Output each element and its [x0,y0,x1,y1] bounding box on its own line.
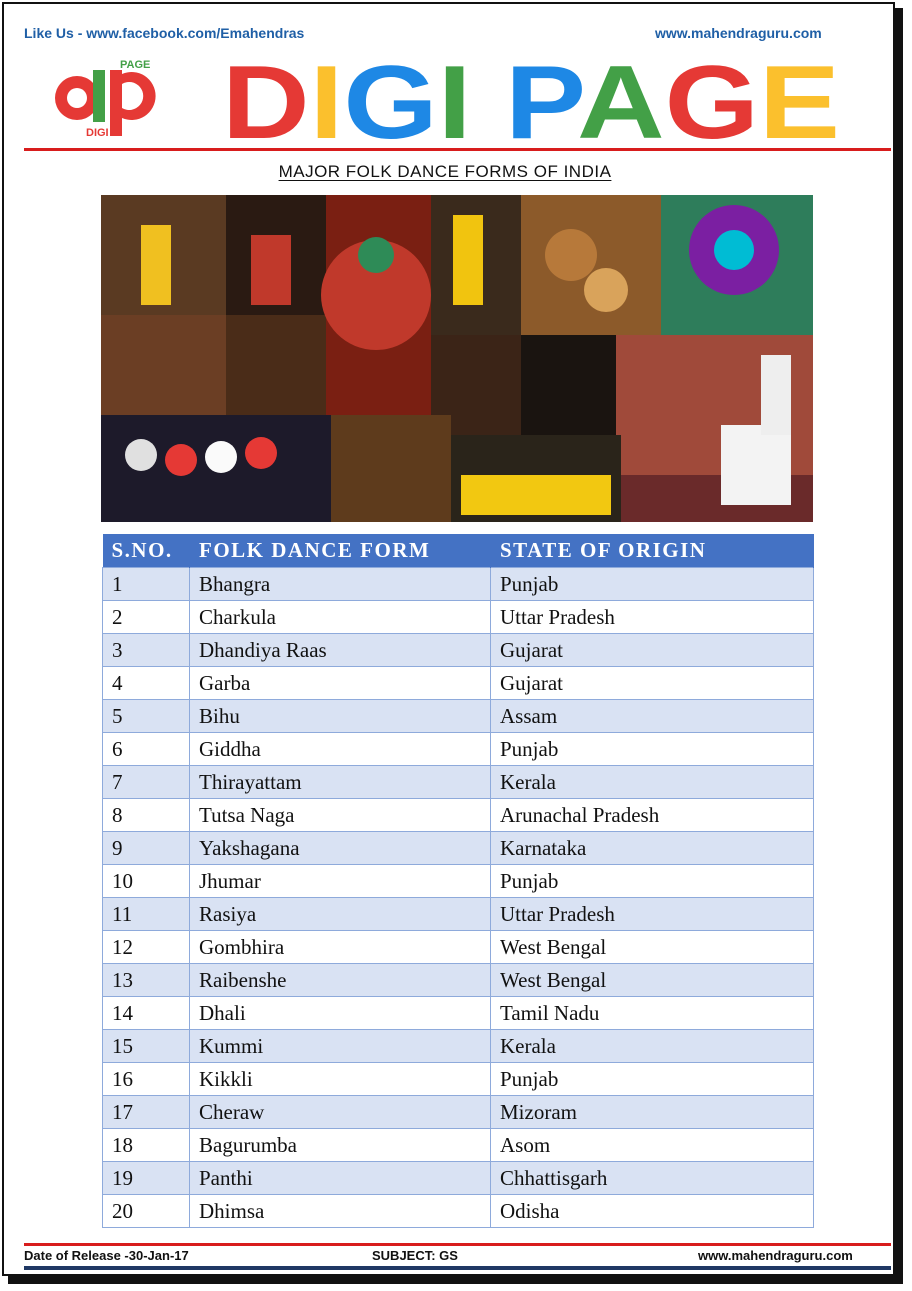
cell-state: West Bengal [491,964,814,997]
cell-sno: 20 [103,1195,190,1228]
cell-state: Uttar Pradesh [491,898,814,931]
table-row [103,964,814,997]
banner-letter: P [505,58,567,142]
table-row [103,634,814,667]
cell-sno: 1 [103,568,190,601]
table-row [103,931,814,964]
table-row [103,667,814,700]
cell-sno: 19 [103,1162,190,1195]
cell-dance-form: Tutsa Naga [190,799,491,832]
cell-state: West Bengal [491,931,814,964]
website-link-bottom[interactable]: www.mahendraguru.com [698,1248,853,1263]
cell-sno: 18 [103,1129,190,1162]
banner-letter: A [577,58,653,142]
cell-state: Assam [491,700,814,733]
cell-sno: 5 [103,700,190,733]
banner-letter: I [437,58,467,142]
table-row [103,832,814,865]
cell-dance-form: Dhimsa [190,1195,491,1228]
cell-sno: 2 [103,601,190,634]
table-row [103,799,814,832]
cell-sno: 13 [103,964,190,997]
table-row [103,568,814,601]
page-shadow-bottom [8,1276,903,1284]
cell-dance-form: Bagurumba [190,1129,491,1162]
cell-sno: 16 [103,1063,190,1096]
cell-state: Tamil Nadu [491,997,814,1030]
digi-page-logo [50,56,182,138]
cell-sno: 4 [103,667,190,700]
cell-dance-form: Raibenshe [190,964,491,997]
digi-page-banner [222,58,842,142]
banner-letter: D [222,58,298,142]
table-body [103,568,814,1228]
cell-state: Asom [491,1129,814,1162]
cell-sno: 15 [103,1030,190,1063]
footer-rule-navy [24,1266,891,1270]
cell-state: Kerala [491,1030,814,1063]
logo-text-top: PAGE [120,59,151,71]
table-row [103,865,814,898]
cell-state: Gujarat [491,667,814,700]
cell-state: Punjab [491,1063,814,1096]
cell-dance-form: Thirayattam [190,766,491,799]
table-row [103,601,814,634]
table-row [103,1030,814,1063]
table-row [103,1096,814,1129]
banner-letter: I [309,58,339,142]
page-title-text: MAJOR FOLK DANCE FORMS OF INDIA [278,162,612,181]
cell-sno: 8 [103,799,190,832]
cell-state: Arunachal Pradesh [491,799,814,832]
cell-state: Gujarat [491,634,814,667]
page-title [0,162,890,182]
banner-letter: G [343,58,425,142]
cell-dance-form: Cheraw [190,1096,491,1129]
table-row [103,1195,814,1228]
header-rule [24,148,891,151]
cell-dance-form: Jhumar [190,865,491,898]
footer-rule-red [24,1243,891,1246]
cell-sno: 14 [103,997,190,1030]
table-header-row [103,534,814,568]
cell-dance-form: Dhali [190,997,491,1030]
cell-dance-form: Charkula [190,601,491,634]
banner-letter: E [759,58,829,142]
cell-state: Uttar Pradesh [491,601,814,634]
cell-sno: 12 [103,931,190,964]
page-shadow-right [895,8,903,1283]
cell-state: Chhattisgarh [491,1162,814,1195]
cell-dance-form: Panthi [190,1162,491,1195]
subject-label: SUBJECT: GS [372,1248,458,1263]
header-state: STATE OF ORIGIN [491,534,814,568]
cell-state: Punjab [491,865,814,898]
table-row [103,700,814,733]
release-date: Date of Release -30-Jan-17 [24,1248,189,1263]
cell-state: Kerala [491,766,814,799]
cell-dance-form: Yakshagana [190,832,491,865]
cell-state: Punjab [491,733,814,766]
cell-dance-form: Dhandiya Raas [190,634,491,667]
cell-state: Odisha [491,1195,814,1228]
table-row [103,1129,814,1162]
cell-dance-form: Rasiya [190,898,491,931]
table-row [103,766,814,799]
banner-letter [471,58,505,142]
facebook-link[interactable]: Like Us - www.facebook.com/Emahendras [24,25,305,41]
cell-dance-form: Kikkli [190,1063,491,1096]
cell-sno: 11 [103,898,190,931]
cell-sno: 10 [103,865,190,898]
banner-letter: G [664,58,746,142]
header-dance-form: FOLK DANCE FORM [190,534,491,568]
table-row [103,733,814,766]
cell-state: Karnataka [491,832,814,865]
cell-sno: 17 [103,1096,190,1129]
table-row [103,997,814,1030]
header-sno: S.NO. [103,534,190,568]
cell-dance-form: Kummi [190,1030,491,1063]
table-row [103,1063,814,1096]
cell-dance-form: Gombhira [190,931,491,964]
cell-sno: 9 [103,832,190,865]
logo-text-bottom: DIGI [86,127,109,138]
website-link-top[interactable]: www.mahendraguru.com [655,25,822,41]
cell-dance-form: Bihu [190,700,491,733]
folk-dance-collage [101,195,813,522]
cell-dance-form: Bhangra [190,568,491,601]
cell-sno: 3 [103,634,190,667]
cell-dance-form: Garba [190,667,491,700]
banner-title [222,58,840,142]
cell-sno: 6 [103,733,190,766]
cell-state: Mizoram [491,1096,814,1129]
folk-dance-table [102,534,814,1228]
cell-state: Punjab [491,568,814,601]
table-row [103,898,814,931]
cell-dance-form: Giddha [190,733,491,766]
table-row [103,1162,814,1195]
cell-sno: 7 [103,766,190,799]
